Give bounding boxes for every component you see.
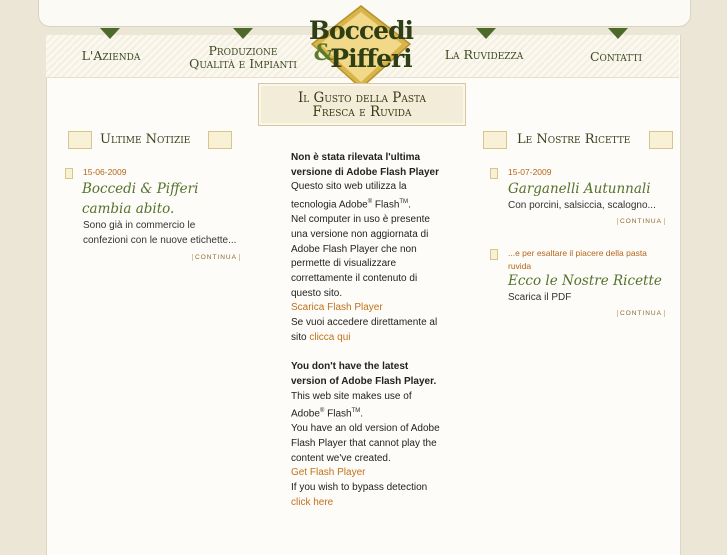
recipe-continue-link[interactable]: CONTINUA	[617, 310, 665, 317]
nav-marker-icon	[100, 28, 120, 39]
flash-en-click-link[interactable]: click here	[291, 496, 334, 508]
ribbon-right-end	[649, 131, 673, 149]
flash-en-bypass: If you wish to bypass detection	[291, 482, 428, 494]
nav-ruvidezza[interactable]: La Ruvidezza	[444, 47, 524, 62]
flash-en-heading: You don't have the latest version of Adobe Flash Player.	[291, 361, 437, 387]
nav-azienda[interactable]: L'Azienda	[81, 48, 141, 63]
logo-line2: Pifferi	[330, 44, 412, 73]
ribbon-right-end	[208, 131, 232, 149]
nav-produzione-line1: Produzione	[208, 43, 278, 58]
flash-it-bypass: Se vuoi accedere direttamente al sito clicca qui	[291, 317, 438, 343]
flash-en-text-1: This web site makes use of Adobe® Flash™.	[291, 390, 412, 420]
nav-marker-icon	[608, 28, 628, 39]
recipes-heading: Le Nostre Ricette	[517, 132, 631, 147]
news-title[interactable]: Boccedi & Pifferi cambia abito.	[82, 181, 199, 217]
news-bullet-icon	[65, 168, 73, 179]
flash-it-click-link[interactable]: clicca qui	[309, 331, 351, 343]
tagline-line1: Il Gusto della Pasta	[297, 90, 427, 106]
flash-notice	[291, 151, 441, 511]
recipe-title[interactable]: Garganelli Autunnali	[508, 181, 651, 197]
flash-it-heading: Non è stata rilevata l'ultima versione di Adobe Flash Player	[291, 152, 440, 178]
flash-it-text-1: Questo sito web utilizza la tecnologia Adobe® Flash™.	[291, 181, 411, 211]
recipe-continue-link[interactable]: CONTINUA	[617, 218, 665, 225]
recipe-date: 15-07-2009	[508, 167, 552, 177]
logo-amp: &	[313, 40, 333, 66]
ribbon-left-end	[68, 131, 92, 149]
flash-en-download-link[interactable]: Get Flash Player	[291, 467, 366, 479]
news-heading-ribbon	[68, 131, 232, 149]
tagline-banner	[258, 83, 466, 126]
recipe-text: Con porcini, salsiccia, scalogno...	[508, 200, 656, 211]
recipe-text: Scarica il PDF	[508, 292, 572, 303]
logo[interactable]	[300, 4, 422, 90]
flash-en-text-2: You have an old version of Adobe Flash Player that cannot play the content we've created.	[291, 423, 440, 464]
news-text: Sono già in commercio le confezioni con le nuove etichette...	[83, 220, 237, 246]
nav-marker-icon	[476, 28, 496, 39]
ribbon-left-end	[483, 131, 507, 149]
recipes-heading-ribbon	[483, 131, 673, 149]
logo-line1: Boccedi	[308, 16, 414, 45]
news-date: 15-06-2009	[83, 167, 127, 177]
tagline-line2: Fresca e Ruvida	[312, 104, 412, 120]
recipe-bullet-icon	[490, 168, 498, 179]
recipe-intro: ...e per esaltare il piacere della pasta ruvida	[508, 248, 647, 271]
nav-produzione-line2: Qualità e Impianti	[189, 56, 297, 71]
recipe-title[interactable]: Ecco le Nostre Ricette	[508, 273, 662, 289]
flash-it-download-link[interactable]: Scarica Flash Player	[291, 302, 383, 314]
news-heading: Ultime Notizie	[100, 132, 191, 147]
news-continue-link[interactable]: CONTINUA	[192, 254, 240, 261]
nav-marker-icon	[233, 28, 253, 39]
flash-it-text-2: Nel computer in uso è presente una versione non aggiornata di Adobe Flash Player che non permette di visualizzare correttamente il contenuto di questo sito.	[291, 214, 430, 299]
recipe-bullet-icon	[490, 249, 498, 260]
nav-contatti[interactable]: Contatti	[589, 49, 643, 64]
